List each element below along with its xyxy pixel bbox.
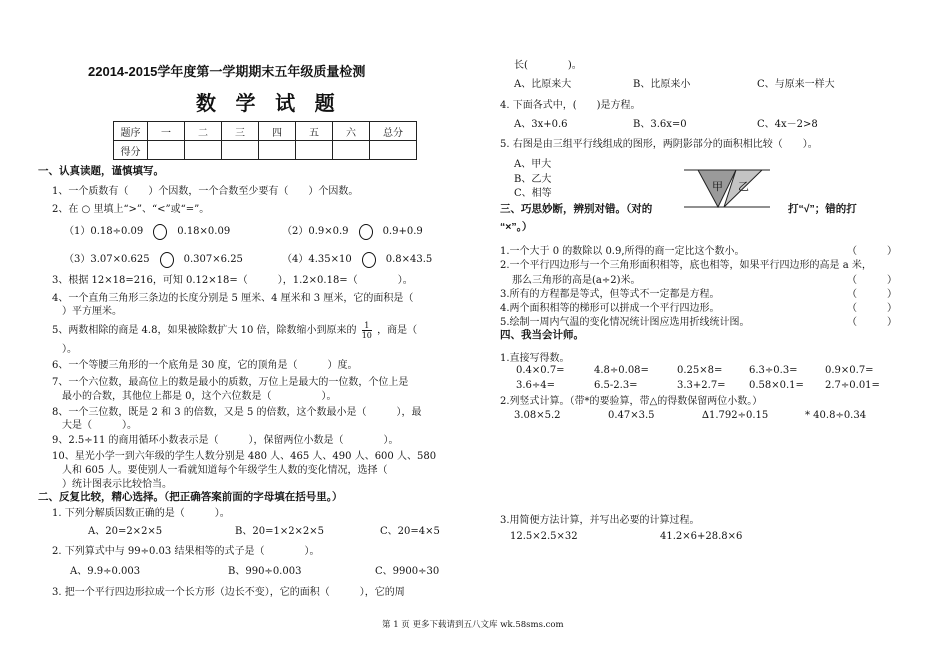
compare-item-1 [64, 222, 230, 240]
choice-question-1: 1. 下列分解质因数正确的是（ ）。 [52, 508, 230, 519]
compare-left: （2）0.9×0.9 [282, 226, 349, 237]
section-3-heading-part2: 打“√”；错的打 [788, 203, 857, 215]
question-9: 9、2.5÷11 的商用循环小数表示是（ ），保留两位小数是（ ）。 [52, 435, 399, 446]
score-header-cell: 一 [148, 122, 185, 141]
simplify-calc-item: 41.2×6+28.8×6 [660, 531, 743, 542]
score-row-label: 得分 [114, 141, 148, 160]
score-header-cell: 题序 [114, 122, 148, 141]
score-cell[interactable] [333, 141, 370, 160]
question-6: 6、一个等腰三角形的一个底角是 30 度，它的顶角是（ ）度。 [52, 360, 358, 371]
choice-3-option-c: C、与原来一样大 [757, 79, 835, 90]
mental-calc-item: 2.7÷0.01= [825, 380, 880, 391]
question-5-line1 [52, 321, 417, 340]
figure-label-jia: 甲 [712, 180, 723, 193]
vertical-calc-item: 3.08×5.2 [514, 410, 561, 421]
score-header-cell: 六 [333, 122, 370, 141]
score-header-cell: 五 [296, 122, 333, 141]
judge-4-paren[interactable]: （ ） [847, 303, 897, 314]
choice-5-option-c: C、相等 [514, 188, 552, 199]
score-cell[interactable] [259, 141, 296, 160]
score-cell[interactable] [296, 141, 333, 160]
judge-1-paren[interactable]: （ ） [847, 246, 897, 257]
score-header-cell: 二 [185, 122, 222, 141]
mental-calc-item: 3.6÷4= [516, 380, 556, 391]
compare-right: 0.9+0.9 [382, 226, 423, 237]
compare-circle[interactable] [153, 224, 167, 240]
score-header-cell: 三 [222, 122, 259, 141]
question-5-text: 5、两数相除的商是 4.8，如果被除数扩大 10 倍，除数缩小到原来的 [52, 325, 357, 336]
score-cell[interactable] [222, 141, 259, 160]
fraction [362, 321, 372, 340]
mental-calc-item: 0.25×8= [677, 365, 723, 376]
mental-calc-item: 6.3÷0.3= [749, 365, 798, 376]
judge-5: 5.绘制一周内气温的变化情况统计图应选用折线统计图。 [500, 317, 750, 328]
vertical-calc-item: 0.47×3.5 [608, 410, 655, 421]
question-5-line2: ）。 [62, 344, 77, 355]
calc-part-1: 1.直接写得数。 [500, 353, 570, 364]
fraction-numerator: 1 [362, 321, 372, 331]
compare-right: 0.8×43.5 [385, 254, 433, 265]
vertical-calc-item: ∆1.792÷0.15 [702, 410, 769, 421]
score-cell[interactable] [148, 141, 185, 160]
section-3-heading-part3: “×”。） [500, 221, 533, 233]
compare-circle[interactable] [160, 252, 174, 268]
judge-1: 1.一个大于 0 的数除以 0.9,所得的商一定比这个数小。 [500, 246, 745, 257]
choice-question-4: 4. 下面各式中，( )是方程。 [500, 100, 641, 111]
calc-part-2: 2.列竖式计算。（带*的要验算，带△的得数保留两位小数。） [500, 396, 763, 407]
choice-2-option-c: C、9900÷30 [375, 566, 440, 577]
compare-circle[interactable] [362, 252, 376, 268]
parallel-lines-figure [684, 162, 770, 218]
question-1: 1、一个质数有（ ）个因数，一个合数至少要有（ ）个因数。 [52, 186, 359, 197]
choice-5-option-a: A、甲大 [514, 159, 552, 170]
choice-question-3: 3. 把一个平行四边形拉成一个长方形（边长不变），它的面积（ ），它的周 [52, 587, 405, 598]
simplify-calc-item: 12.5×2.5×32 [510, 531, 578, 542]
choice-4-option-a: A、3x+0.6 [514, 119, 568, 130]
question-10-line2: 人和 605 人。要使别人一看就知道每个年级学生人数的变化情况，选择（ [62, 465, 388, 476]
question-8-line2: 大是（ ）。 [62, 420, 137, 431]
compare-right: 0.18×0.09 [177, 226, 231, 237]
calc-part-3: 3.用简便方法计算，并写出必要的计算过程。 [500, 515, 700, 526]
compare-circle[interactable] [359, 224, 373, 240]
choice-1-option-b: B、20=1×2×2×5 [235, 526, 325, 537]
score-table [113, 121, 417, 160]
judge-2-paren[interactable]: （ ） [847, 275, 897, 286]
choice-question-5: 5. 右图是由三组平行线组成的图形，两阴影部分的面积相比较（ ）。 [500, 139, 818, 150]
mental-calc-item: 3.3+2.7= [677, 380, 726, 391]
choice-question-3-cont: 长( )。 [514, 60, 582, 71]
subject-title: 数 学 试 题 [196, 93, 342, 115]
choice-1-option-c: C、20=4×5 [380, 526, 440, 537]
choice-4-option-c: C、4x－2>8 [757, 119, 818, 130]
judge-3-paren[interactable]: （ ） [847, 289, 897, 300]
question-7-line1: 7、一个六位数，最高位上的数是最小的质数，万位上是最大的一位数，个位上是 [52, 377, 409, 388]
judge-4: 4.两个面积相等的梯形可以拼成一个平行四边形。 [500, 303, 720, 314]
question-8-line1: 8、一个三位数，既是 2 和 3 的倍数，又是 5 的倍数，这个数最小是（ ），最 [52, 407, 422, 418]
section-2-heading: 二、反复比较，精心选择。（把正确答案前面的字母填在括号里。） [38, 491, 343, 503]
choice-question-2: 2. 下列算式中与 99÷0.03 结果相等的式子是（ ）。 [52, 546, 320, 557]
score-header-cell: 总分 [370, 122, 417, 141]
choice-2-option-a: A、9.9÷0.003 [70, 566, 141, 577]
question-4-line1: 4、一个直角三角形三条边的长度分别是 5 厘米、4 厘米和 3 厘米，它的面积是（ [52, 293, 414, 304]
question-10-line3: ）统计图表示比较恰当。 [62, 479, 172, 490]
choice-2-option-b: B、990÷0.003 [228, 566, 302, 577]
mental-calc-item: 0.9×0.7= [825, 365, 874, 376]
score-cell[interactable] [370, 141, 417, 160]
choice-1-option-a: A、20=2×2×5 [88, 526, 163, 537]
section-4-heading: 四、我当会计师。 [500, 329, 584, 341]
vertical-calc-item: * 40.8÷0.34 [805, 410, 867, 421]
mental-calc-item: 0.58×0.1= [749, 380, 804, 391]
question-2: 2、在 ○ 里填上“>”、“<”或“=”。 [52, 204, 210, 215]
fraction-denominator: 10 [361, 331, 372, 340]
exam-title: 22014-2015学年度第一学期期末五年级质量检测 [88, 64, 366, 79]
question-5-text-end: ，商是（ [377, 325, 418, 336]
choice-4-option-b: B、3.6x=0 [633, 119, 687, 130]
mental-calc-item: 0.4×0.7= [516, 365, 565, 376]
compare-item-3 [64, 250, 243, 268]
figure-label-yi: 乙 [738, 180, 749, 193]
judge-2-line2: 那么三角形的高是(a÷2)米。 [512, 275, 641, 286]
judge-3: 3.所有的方程都是等式，但等式不一定都是方程。 [500, 289, 720, 300]
section-1-heading: 一、认真读题，谨慎填写。 [38, 165, 164, 177]
mental-calc-item: 6.5-2.3= [594, 380, 638, 391]
compare-item-4 [282, 250, 432, 268]
question-4-line2: ）平方厘米。 [62, 306, 122, 317]
mental-calc-item: 4.8÷0.08= [594, 365, 649, 376]
choice-5-option-b: B、乙大 [514, 174, 552, 185]
page-footer: 第 1 页 更多下载请到五八文库 wk.58sms.com [382, 620, 564, 630]
question-3: 3、根据 12×18=216，可知 0.12×18=（ ），1.2×0.18=（ ）。 [52, 275, 413, 286]
compare-left: （1）0.18÷0.09 [64, 226, 144, 237]
judge-5-paren[interactable]: （ ） [847, 317, 897, 328]
choice-3-option-b: B、比原来小 [633, 79, 691, 90]
question-10-line1: 10、星光小学一到六年级的学生人数分别是 480 人、465 人、490 人、600 人、580 [52, 451, 437, 462]
compare-left: （3）3.07×0.625 [64, 254, 150, 265]
compare-item-2 [282, 222, 423, 240]
score-cell[interactable] [185, 141, 222, 160]
compare-right: 0.307×6.25 [183, 254, 243, 265]
compare-left: （4）4.35×10 [282, 254, 352, 265]
choice-3-option-a: A、比原来大 [514, 79, 572, 90]
question-7-line2: 最小的合数，其他位上都是 0，这个六位数是（ ）。 [62, 391, 337, 402]
section-3-heading-part1: 三、巧思妙断，辨别对错。（对的 [500, 203, 653, 215]
score-header-cell: 四 [259, 122, 296, 141]
judge-2-line1: 2.一个平行四边形与一个三角形面积相等，底也相等，如果平行四边形的高是 a 米， [500, 260, 872, 271]
